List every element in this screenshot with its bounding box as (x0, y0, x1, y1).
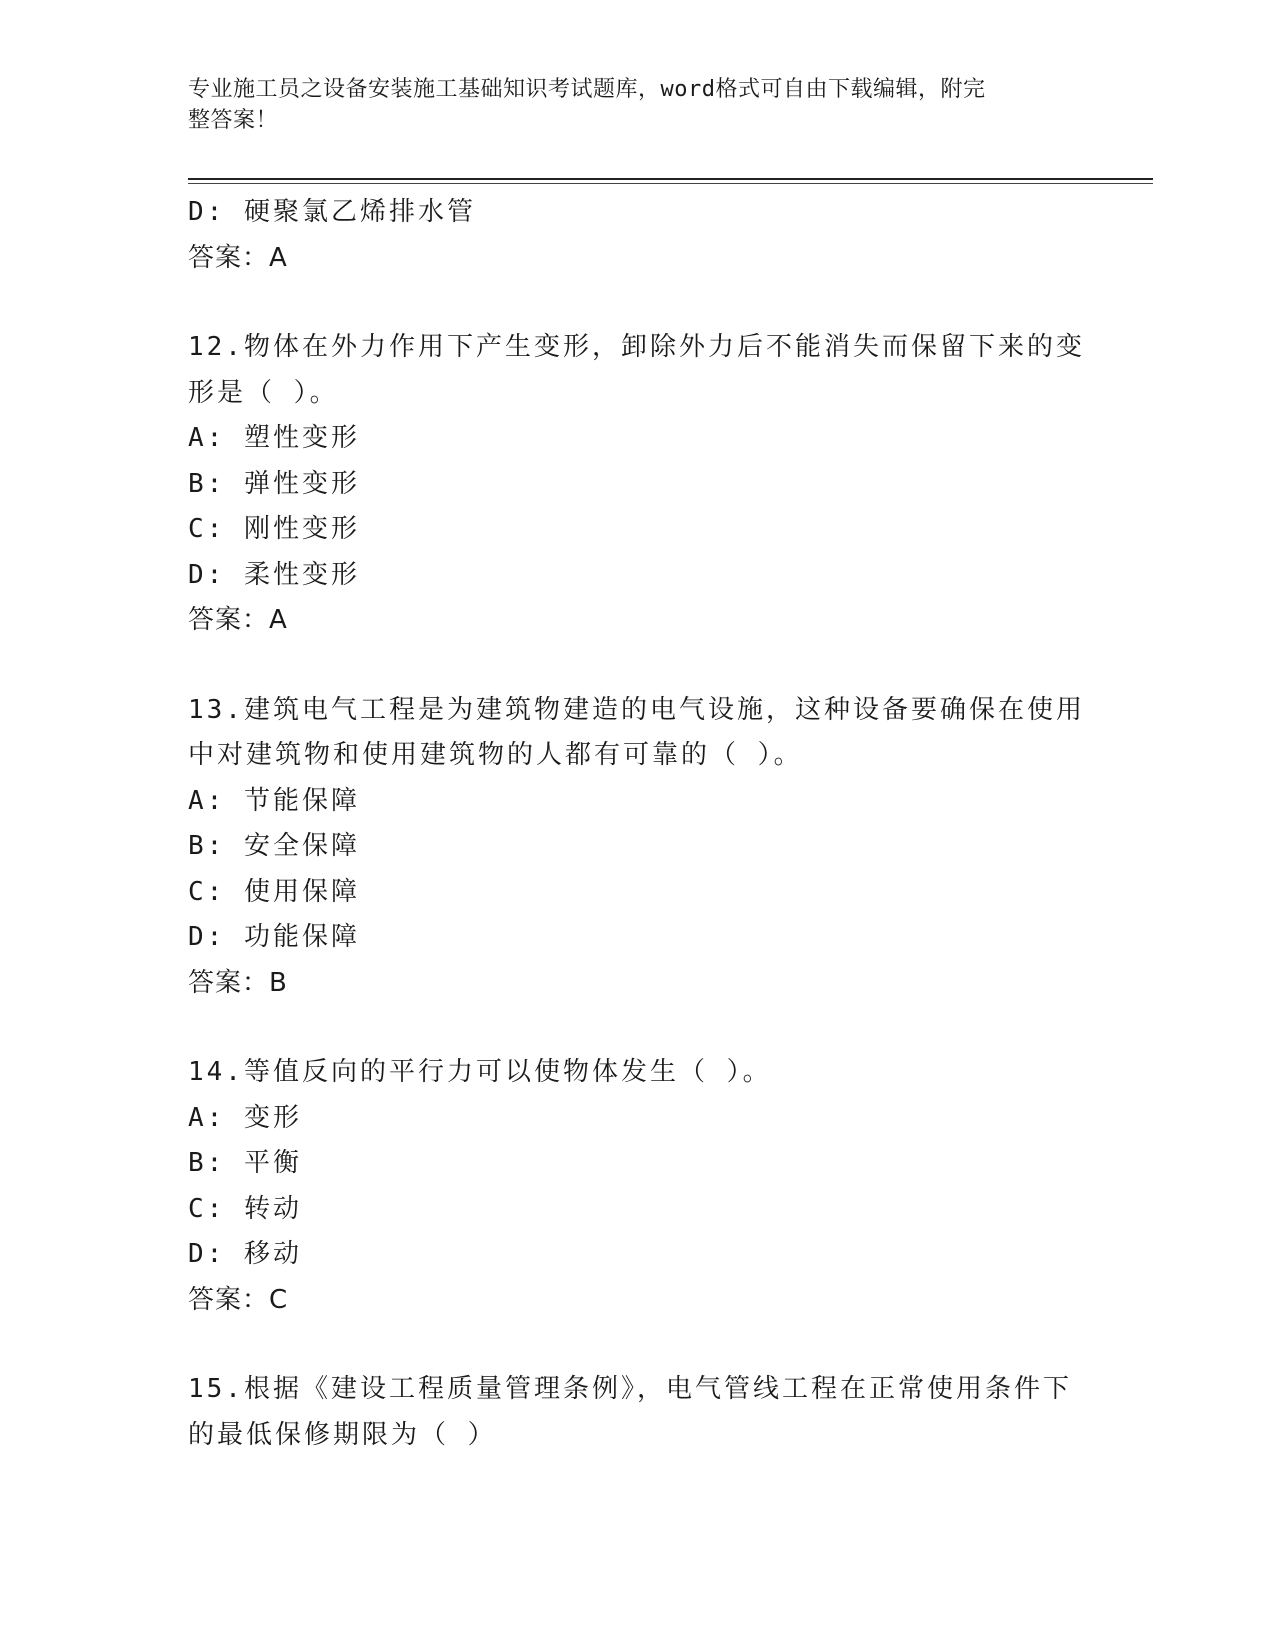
question-text-line-1: 15.根据《建设工程质量管理条例》，电气管线工程在正常使用条件下 (188, 1374, 1072, 1404)
question-12 (188, 325, 1088, 644)
answer-line: 答案：A (188, 605, 288, 635)
option-b: B: 平衡 (188, 1148, 302, 1178)
question-text-line-2: 中对建筑物和使用建筑物的人都有可靠的（ ）。 (188, 740, 803, 770)
header-line-2: 整答案！ (188, 108, 279, 133)
option-a: A: 节能保障 (188, 785, 360, 816)
answer-line: 答案：B (188, 967, 288, 998)
answer-line: 答案：C (188, 1284, 289, 1315)
option-a: A: 塑性变形 (188, 423, 360, 453)
question-15 (188, 1367, 1088, 1458)
option-c: C: 使用保障 (188, 876, 360, 907)
option-d: D: 移动 (188, 1239, 302, 1269)
question-text-line-1: 12.物体在外力作用下产生变形，卸除外力后不能消失而保留下来的变 (188, 332, 1085, 362)
question-text-line-2: 形是（ ）。 (188, 377, 339, 408)
option-b: B: 弹性变形 (188, 468, 360, 499)
question-text-line-1: 13.建筑电气工程是为建筑物建造的电气设施，这种设备要确保在使用 (188, 694, 1085, 725)
question-text-line-2: 的最低保修期限为（ ） (188, 1419, 497, 1450)
question-content (188, 190, 1088, 1458)
option-c: C: 刚性变形 (188, 514, 360, 544)
question-13 (188, 688, 1088, 1007)
previous-question-tail (188, 190, 1088, 281)
question-text-line-1: 14.等值反向的平行力可以使物体发生（ ）。 (188, 1057, 772, 1087)
option-d: D: 功能保障 (188, 922, 360, 952)
header-rule-thin (188, 183, 1153, 184)
header-rule-thick (188, 178, 1153, 180)
page-header (188, 74, 1068, 136)
option-a: A: 变形 (188, 1102, 302, 1133)
option-b: B: 安全保障 (188, 831, 360, 861)
option-c: C: 转动 (188, 1193, 302, 1224)
question-14 (188, 1050, 1088, 1323)
header-line-1: 专业施工员之设备安装施工基础知识考试题库，word格式可自由下载编辑，附完 (188, 77, 986, 102)
answer-line: 答案：A (188, 242, 288, 273)
option-d: D: 柔性变形 (188, 559, 360, 590)
option-d: D: 硬聚氯乙烯排水管 (188, 197, 476, 227)
